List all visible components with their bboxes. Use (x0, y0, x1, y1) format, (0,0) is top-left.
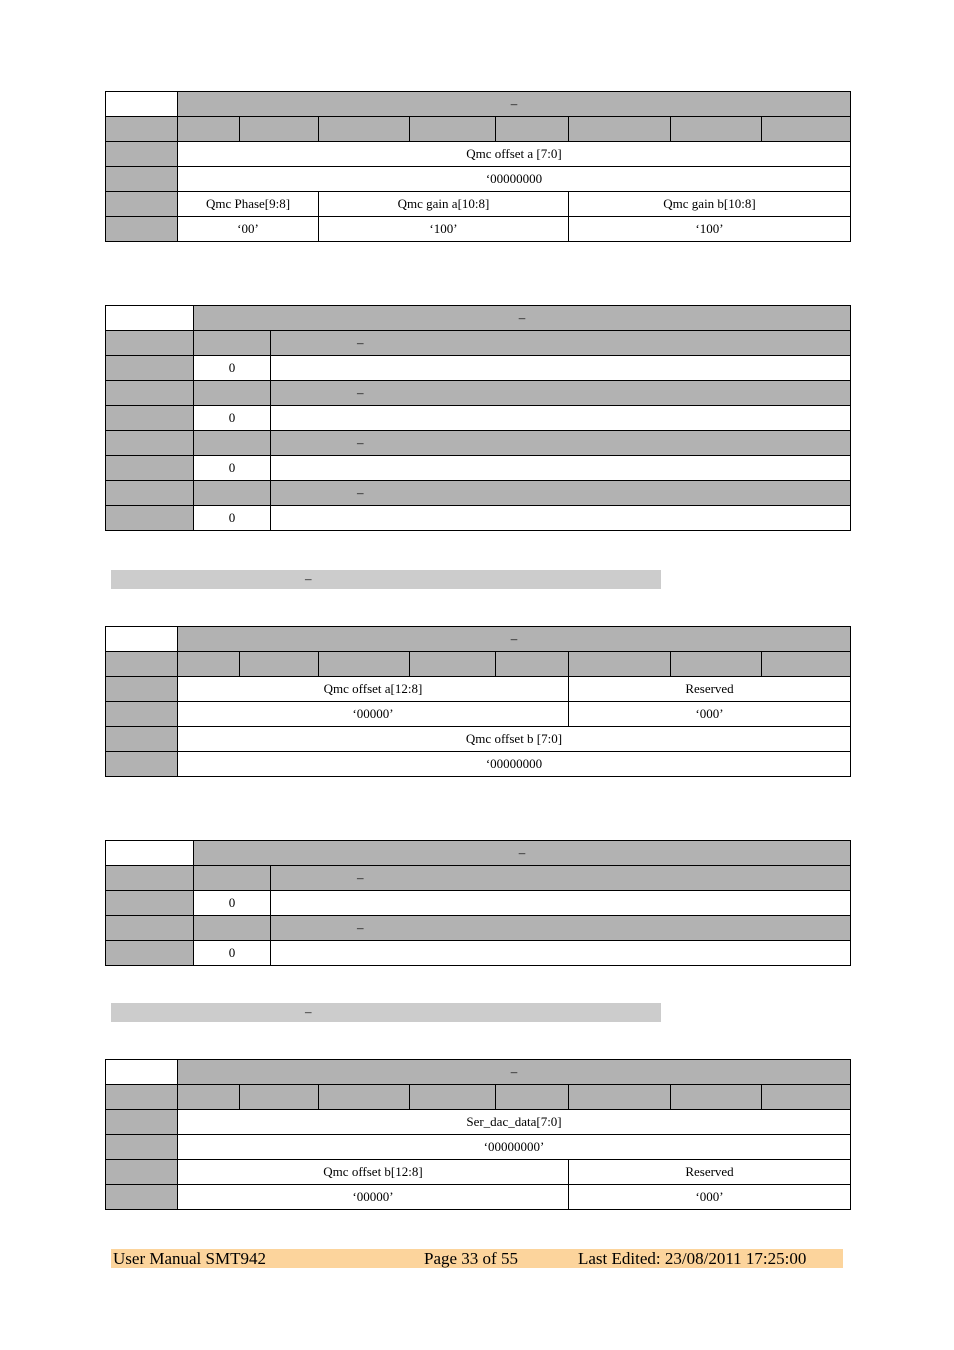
field-name: Qmc gain b[10:8] (569, 192, 851, 217)
bit-cell (762, 117, 851, 142)
bit-cell (319, 117, 410, 142)
row-label (106, 677, 178, 702)
field-name: Qmc gain a[10:8] (319, 192, 569, 217)
row-label (106, 217, 178, 242)
field-default: ‘00’ (178, 217, 319, 242)
field-value: 0 (194, 456, 271, 481)
bit-cell (319, 1085, 410, 1110)
footer-manual-title: User Manual SMT942 (113, 1249, 266, 1268)
row-label (106, 1085, 178, 1110)
bit-cell (194, 381, 271, 406)
bit-cell (240, 1085, 319, 1110)
field-name: Qmc offset a[12:8] (178, 677, 569, 702)
bit-cell (240, 652, 319, 677)
register-table-3 (105, 626, 851, 777)
row-label (106, 1160, 178, 1185)
table-header: – (178, 92, 851, 117)
field-description (271, 456, 851, 481)
field-name: Ser_dac_data[7:0] (178, 1110, 851, 1135)
row-label (106, 866, 194, 891)
row-label (106, 356, 194, 381)
field-header: – (271, 916, 851, 941)
section-heading (111, 570, 661, 589)
row-label (106, 167, 178, 192)
bit-cell (496, 1085, 569, 1110)
register-table-2 (105, 305, 851, 531)
row-label (106, 506, 194, 531)
row-label (106, 431, 194, 456)
field-default: ‘100’ (569, 217, 851, 242)
field-description (271, 356, 851, 381)
field-default: ‘00000000 (178, 167, 851, 192)
field-name: Qmc offset a [7:0] (178, 142, 851, 167)
bit-cell (194, 481, 271, 506)
field-name: Reserved (569, 1160, 851, 1185)
bit-cell (194, 331, 271, 356)
bit-cell (240, 117, 319, 142)
row-label (106, 381, 194, 406)
row-label (106, 652, 178, 677)
row-label (106, 727, 178, 752)
field-value: 0 (194, 406, 271, 431)
row-label (106, 1135, 178, 1160)
field-value: 0 (194, 356, 271, 381)
bit-cell (762, 652, 851, 677)
row-label (106, 891, 194, 916)
field-description (271, 406, 851, 431)
bit-cell (194, 431, 271, 456)
bit-cell (178, 117, 240, 142)
corner-cell (106, 92, 178, 117)
bit-cell (671, 1085, 762, 1110)
bit-cell (319, 652, 410, 677)
field-header: – (271, 431, 851, 456)
row-label (106, 406, 194, 431)
bit-cell (569, 117, 671, 142)
section-heading (111, 1003, 661, 1022)
corner-cell (106, 306, 194, 331)
field-header: – (271, 481, 851, 506)
row-label (106, 142, 178, 167)
row-label (106, 941, 194, 966)
field-header: – (271, 866, 851, 891)
row-label (106, 1110, 178, 1135)
section-heading-text: – (305, 1004, 312, 1019)
bit-cell (410, 1085, 496, 1110)
field-value: 0 (194, 941, 271, 966)
field-default: ‘000’ (569, 1185, 851, 1210)
bit-cell (178, 1085, 240, 1110)
corner-cell (106, 841, 194, 866)
register-table-5 (105, 1059, 851, 1210)
corner-cell (106, 627, 178, 652)
footer-page-number: Page 33 of 55 (424, 1249, 518, 1268)
register-table-4 (105, 840, 851, 966)
row-label (106, 331, 194, 356)
row-label (106, 481, 194, 506)
field-description (271, 506, 851, 531)
bit-cell (671, 652, 762, 677)
bit-cell (410, 652, 496, 677)
bit-cell (194, 916, 271, 941)
field-name: Qmc Phase[9:8] (178, 192, 319, 217)
page-footer (111, 1249, 843, 1268)
field-header: – (271, 381, 851, 406)
bit-cell (496, 652, 569, 677)
field-value: 0 (194, 506, 271, 531)
register-table-1 (105, 91, 851, 242)
bit-cell (569, 652, 671, 677)
row-label (106, 456, 194, 481)
field-default: ‘00000’ (178, 1185, 569, 1210)
row-label (106, 916, 194, 941)
section-heading-text: – (305, 571, 312, 586)
field-default: ‘00000’ (178, 702, 569, 727)
field-default: ‘100’ (319, 217, 569, 242)
field-default: ‘00000000’ (178, 1135, 851, 1160)
bit-cell (762, 1085, 851, 1110)
field-name: Qmc offset b[12:8] (178, 1160, 569, 1185)
table-header: – (194, 306, 851, 331)
footer-last-edited: Last Edited: 23/08/2011 17:25:00 (578, 1249, 807, 1268)
field-default: ‘000’ (569, 702, 851, 727)
field-name: Qmc offset b [7:0] (178, 727, 851, 752)
bit-cell (194, 866, 271, 891)
field-name: Reserved (569, 677, 851, 702)
bit-cell (671, 117, 762, 142)
table-header: – (178, 1060, 851, 1085)
table-header: – (194, 841, 851, 866)
row-label (106, 192, 178, 217)
bit-cell (410, 117, 496, 142)
field-header: – (271, 331, 851, 356)
field-default: ‘00000000 (178, 752, 851, 777)
field-description (271, 941, 851, 966)
corner-cell (106, 1060, 178, 1085)
bit-cell (178, 652, 240, 677)
row-label (106, 1185, 178, 1210)
field-value: 0 (194, 891, 271, 916)
bit-cell (496, 117, 569, 142)
bit-cell (569, 1085, 671, 1110)
table-header: – (178, 627, 851, 652)
row-label (106, 702, 178, 727)
row-label (106, 117, 178, 142)
row-label (106, 752, 178, 777)
field-description (271, 891, 851, 916)
